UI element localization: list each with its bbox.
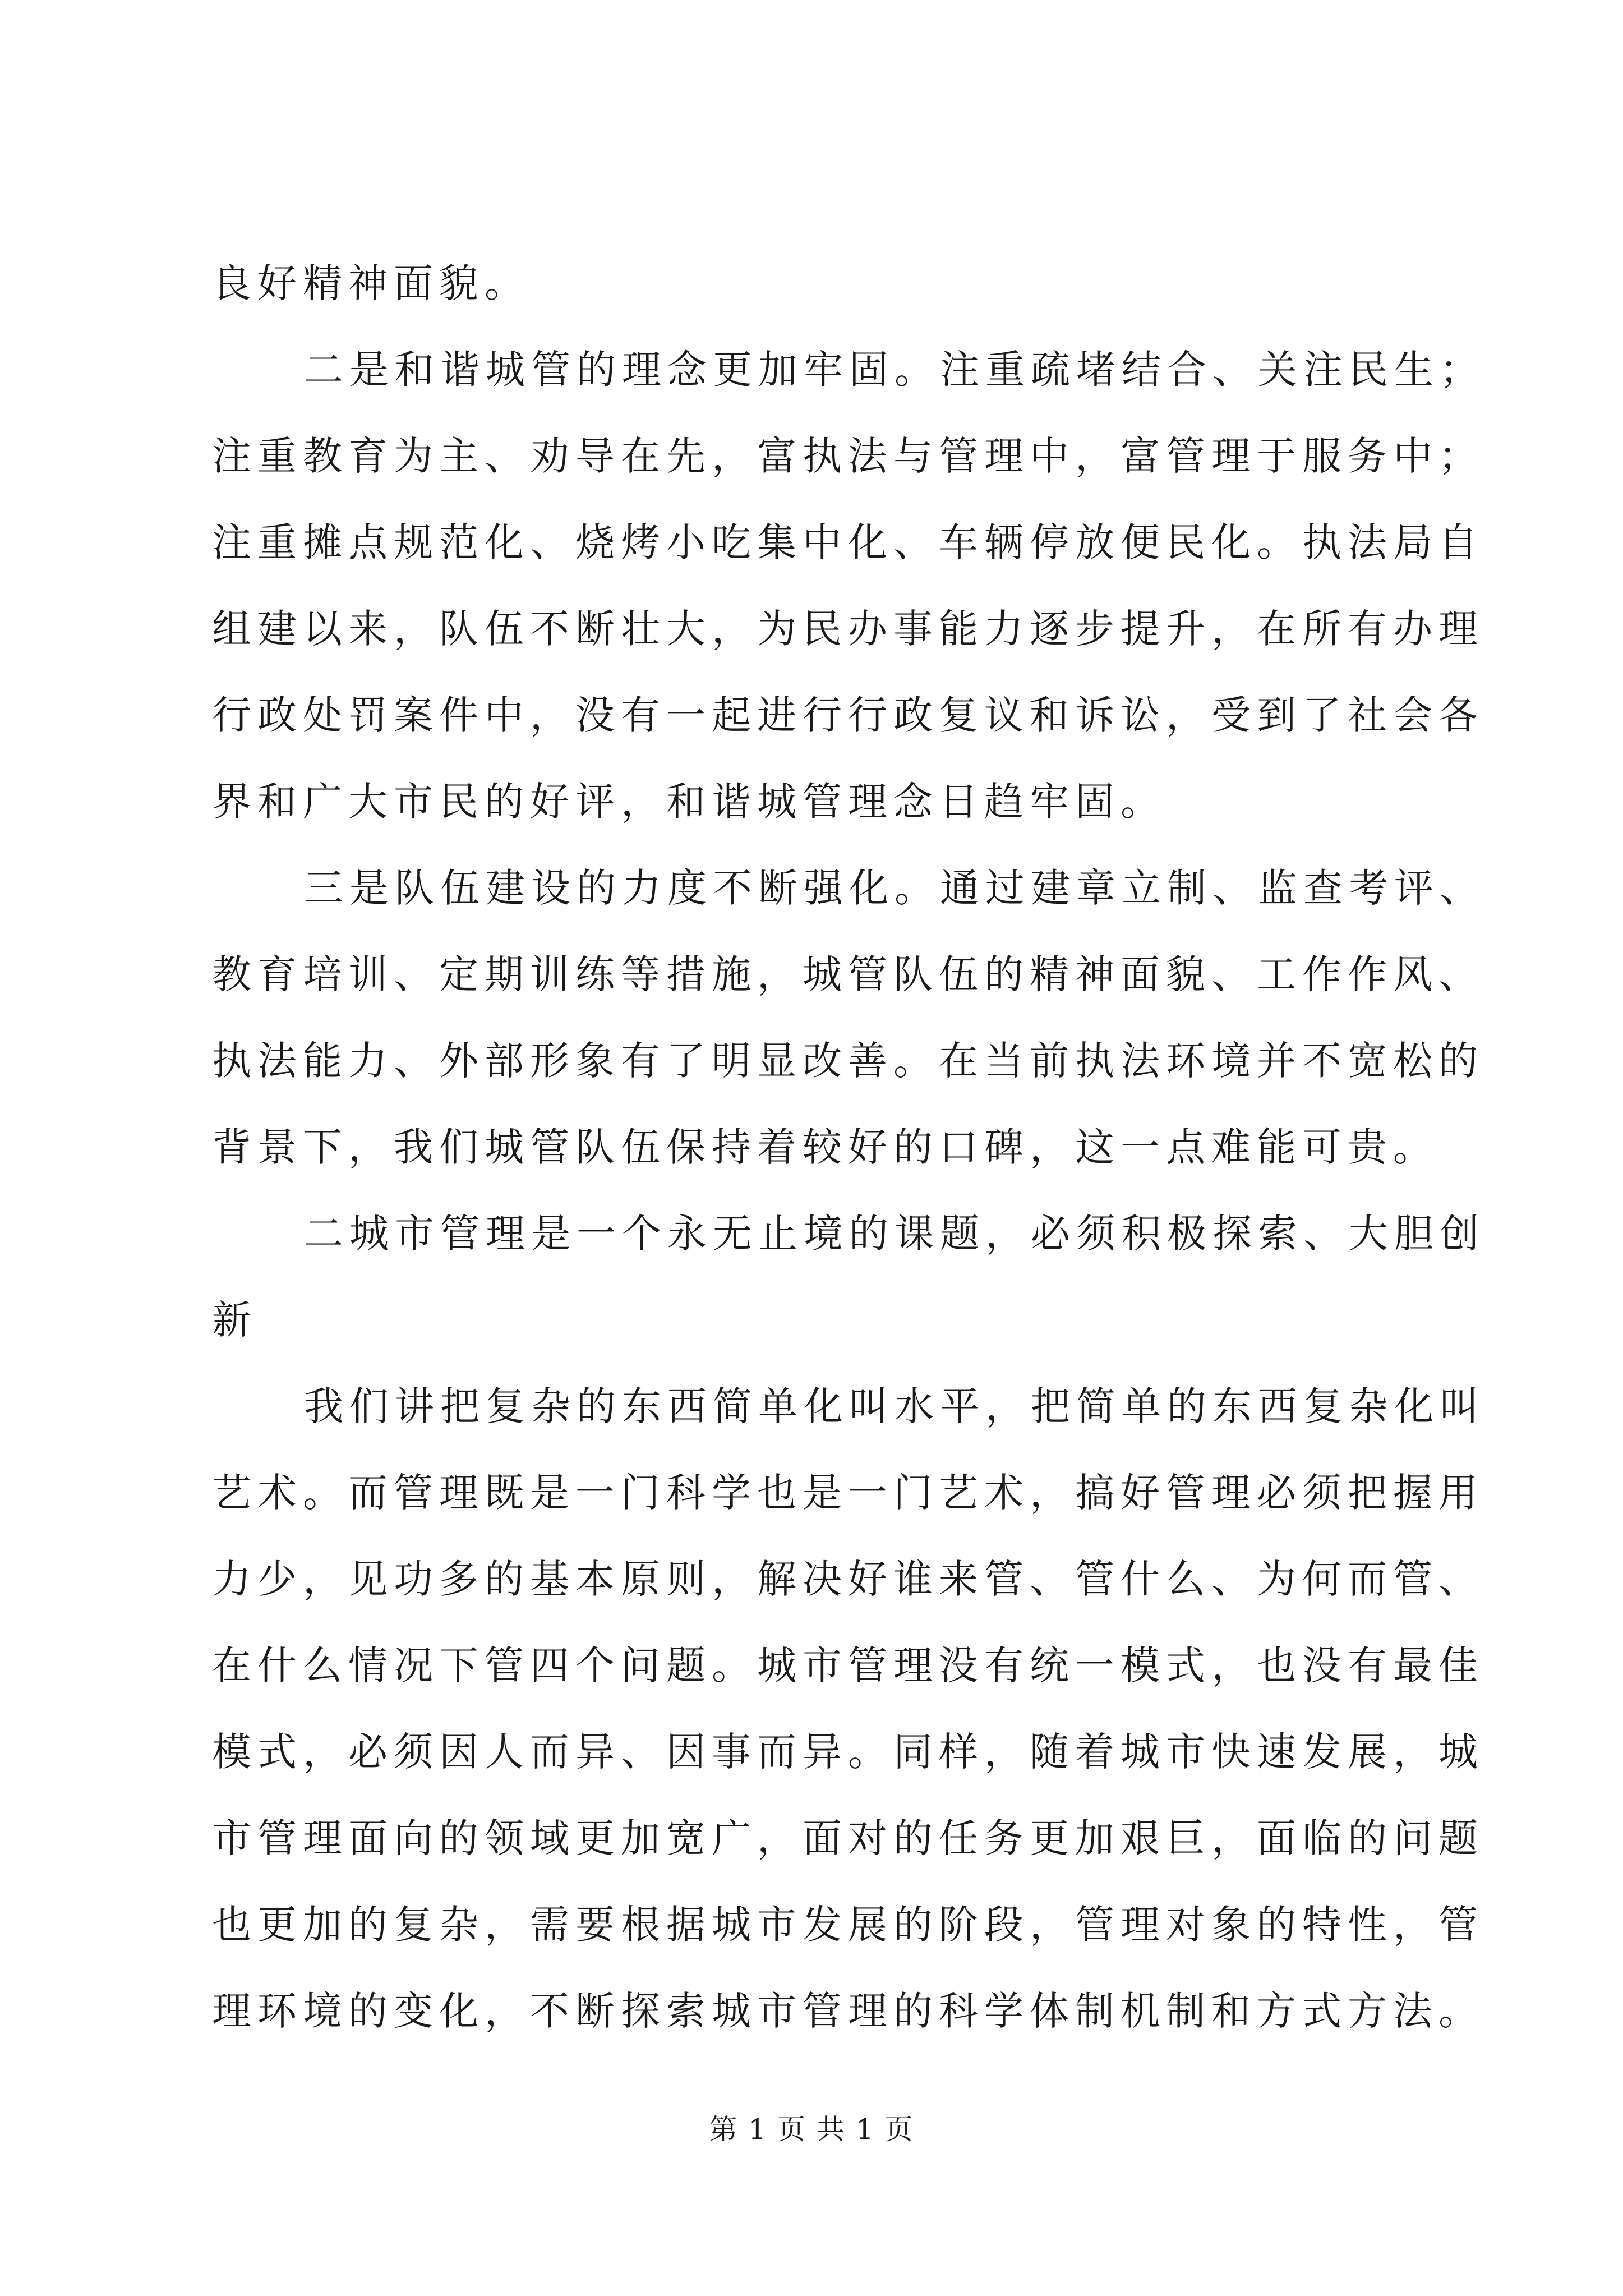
- text-line: 注重摊点规范化、烧烤小吃集中化、车辆停放便民化。执法局自: [212, 519, 1484, 565]
- text-line: 行政处罚案件中，没有一起进行行政复议和诉讼，受到了社会各: [212, 692, 1484, 738]
- text-line: 在什么情况下管四个问题。城市管理没有统一模式，也没有最佳: [212, 1642, 1484, 1688]
- text-line: 背景下，我们城管队伍保持着较好的口碑，这一点难能可贵。: [212, 1124, 1438, 1170]
- text-line: 注重教育为主、劝导在先，富执法与管理中，富管理于服务中；: [212, 433, 1484, 479]
- text-line: 组建以来，队伍不断壮大，为民办事能力逐步提升，在所有办理: [212, 606, 1484, 652]
- body-text: [212, 260, 1485, 2078]
- text-line: 教育培训、定期训练等措施，城管队伍的精神面貌、工作作风、: [212, 951, 1484, 997]
- text-line: 二是和谐城管的理念更加牢固。注重疏堵结合、关注民生；: [304, 347, 1485, 393]
- text-line: 力少，见功多的基本原则，解决好谁来管、管什么、为何而管、: [212, 1556, 1484, 1602]
- text-line: 执法能力、外部形象有了明显改善。在当前执法环境并不宽松的: [212, 1038, 1484, 1084]
- text-line: 模式，必须因人而异、因事而异。同样，随着城市快速发展，城: [212, 1729, 1484, 1775]
- text-line: 理环境的变化，不断探索城市管理的科学体制机制和方式方法。: [212, 1988, 1484, 2034]
- text-line: 三是队伍建设的力度不断强化。通过建章立制、监查考评、: [304, 865, 1485, 911]
- text-line: 良好精神面貌。: [212, 260, 530, 306]
- text-line: 我们讲把复杂的东西简单化叫水平，把简单的东西复杂化叫: [304, 1383, 1485, 1429]
- text-line: 艺术。而管理既是一门科学也是一门艺术，搞好管理必须把握用: [212, 1470, 1484, 1516]
- text-line: 二城市管理是一个永无止境的课题，必须积极探索、大胆创: [304, 1211, 1485, 1257]
- text-line: 界和广大市民的好评，和谐城管理念日趋牢固。: [212, 779, 1166, 825]
- text-line: 新: [212, 1297, 257, 1343]
- page-number-footer: 第 1 页 共 1 页: [709, 2113, 914, 2146]
- text-line: 也更加的复杂，需要根据城市发展的阶段，管理对象的特性，管: [212, 1902, 1484, 1948]
- text-line: 市管理面向的领域更加宽广，面对的任务更加艰巨，面临的问题: [212, 1815, 1484, 1861]
